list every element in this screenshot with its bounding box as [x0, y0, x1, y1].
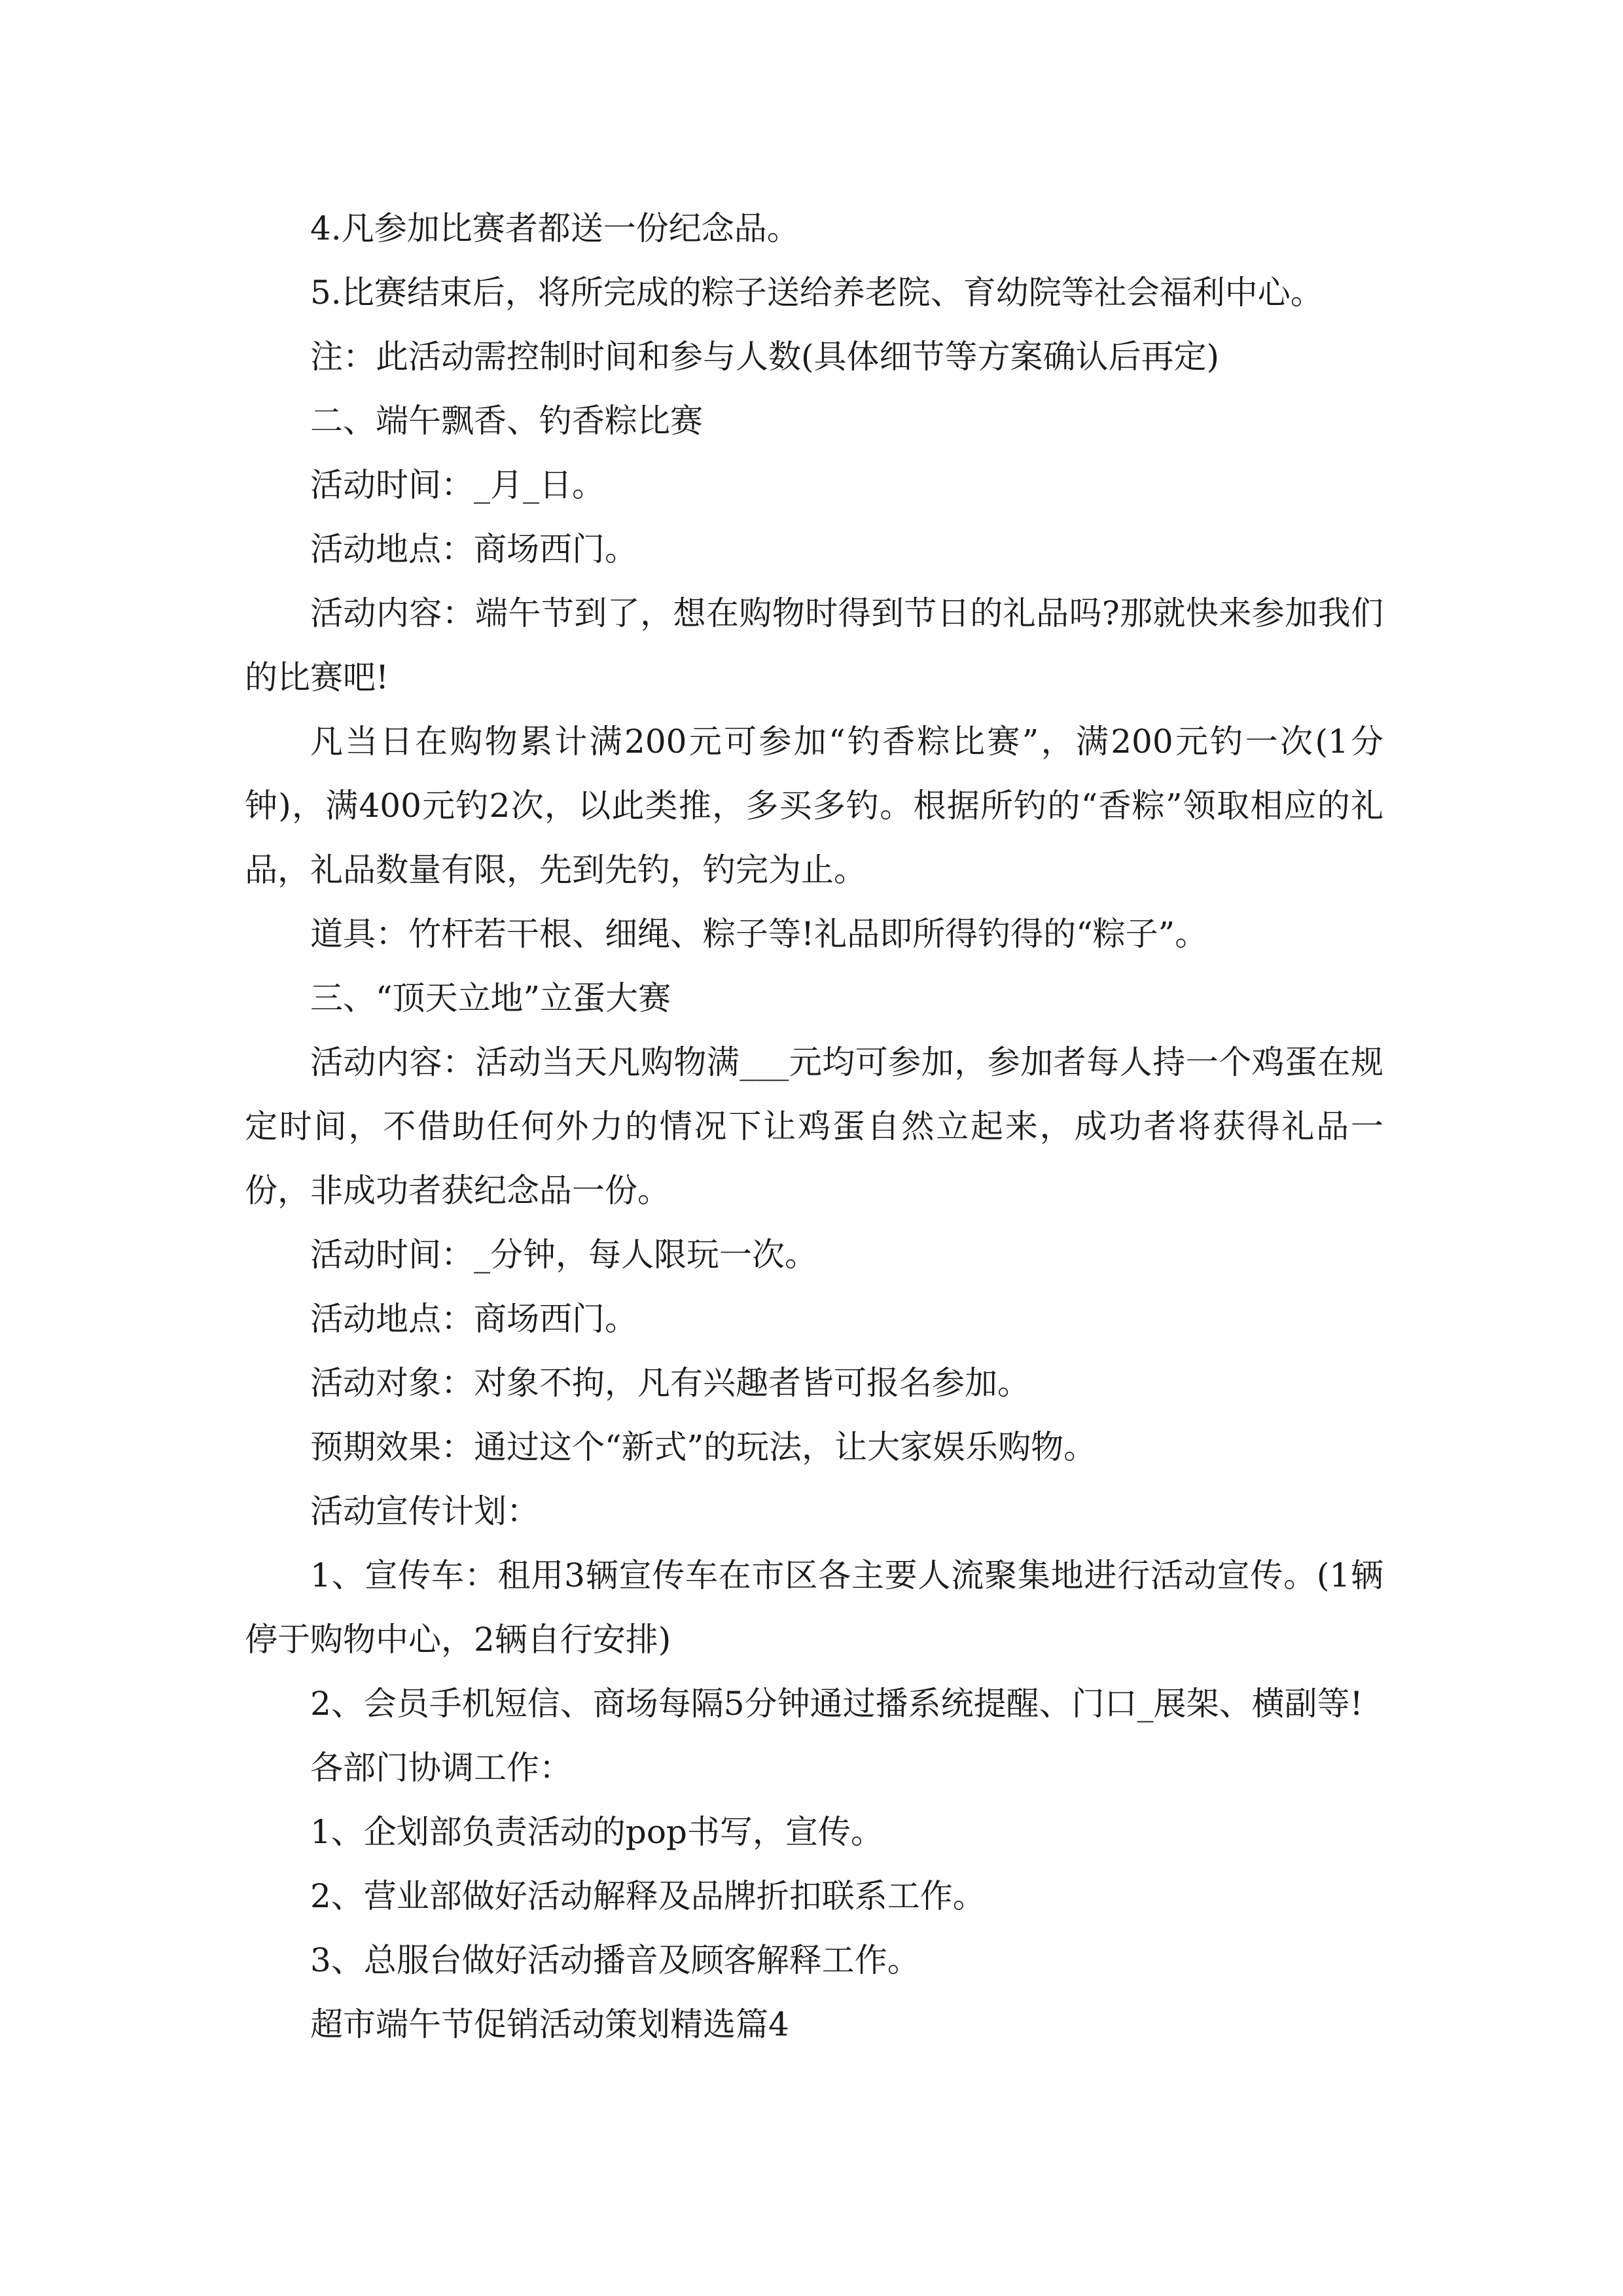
paragraph-coordination: 各部门协调工作： [310, 1749, 572, 1787]
paragraph-next-section: 超市端午节促销活动策划精选篇4 [310, 2005, 789, 2043]
paragraph-donation: 5.比赛结束后，将所完成的粽子送给养老院、育幼院等社会福利中心。 [310, 274, 1323, 312]
paragraph-egg-content: 活动内容：活动当天凡购物满___元均可参加，参加者每人持一个鸡蛋在规定时间，不借助任何外力的情况下让鸡蛋自然立起来，成功者将获得礼品一份，非成功者获纪念品一份。 [245, 1043, 1383, 1210]
paragraph-egg-location: 活动地点：商场西门。 [310, 1300, 637, 1338]
paragraph-props: 道具：竹杆若干根、细绳、粽子等!礼品即所得钓得的“粽子”。 [310, 915, 1208, 953]
paragraph-note: 注：此活动需控制时间和参与人数(具体细节等方案确认后再定) [310, 338, 1220, 376]
paragraph-egg-target: 活动对象：对象不拘，凡有兴趣者皆可报名参加。 [310, 1364, 1030, 1402]
paragraph-dept-planning: 1、企划部负责活动的pop书写，宣传。 [310, 1813, 883, 1851]
paragraph-rules: 凡当日在购物累计满200元可参加“钓香粽比赛”，满200元钓一次(1分钟)，满400元钓2次，以此类推，多买多钓。根据所钓的“香粽”领取相应的礼品，礼品数量有限，先到先钓，钓完为止。 [245, 723, 1383, 889]
paragraph-dept-sales: 2、营业部做好活动解释及品牌折扣联系工作。 [310, 1877, 986, 1915]
paragraph-promo-car: 1、宣传车：租用3辆宣传车在市区各主要人流聚集地进行活动宣传。(1辆停于购物中心，2辆自行安排) [245, 1556, 1383, 1659]
paragraph-promo-plan: 活动宣传计划： [310, 1492, 539, 1530]
paragraph-time: 活动时间：_月_日。 [310, 466, 605, 504]
paragraph-souvenir: 4.凡参加比赛者都送一份纪念品。 [310, 209, 800, 247]
paragraph-dept-service: 3、总服台做好活动播音及顾客解释工作。 [310, 1941, 920, 1979]
paragraph-egg-effect: 预期效果：通过这个“新式”的玩法，让大家娱乐购物。 [310, 1428, 1097, 1466]
paragraph-content: 活动内容：端午节到了，想在购物时得到节日的礼品吗?那就快来参加我们的比赛吧! [245, 594, 1383, 696]
paragraph-promo-sms: 2、会员手机短信、商场每隔5分钟通过播系统提醒、门口_展架、横副等! [310, 1685, 1363, 1723]
paragraph-egg-time: 活动时间：_分钟，每人限玩一次。 [310, 1236, 817, 1274]
section-heading-2: 二、端午飘香、钓香粽比赛 [310, 402, 703, 440]
section-heading-3: 三、“顶天立地”立蛋大赛 [310, 979, 671, 1017]
document-body [245, 196, 1383, 2056]
paragraph-location: 活动地点：商场西门。 [310, 530, 637, 568]
